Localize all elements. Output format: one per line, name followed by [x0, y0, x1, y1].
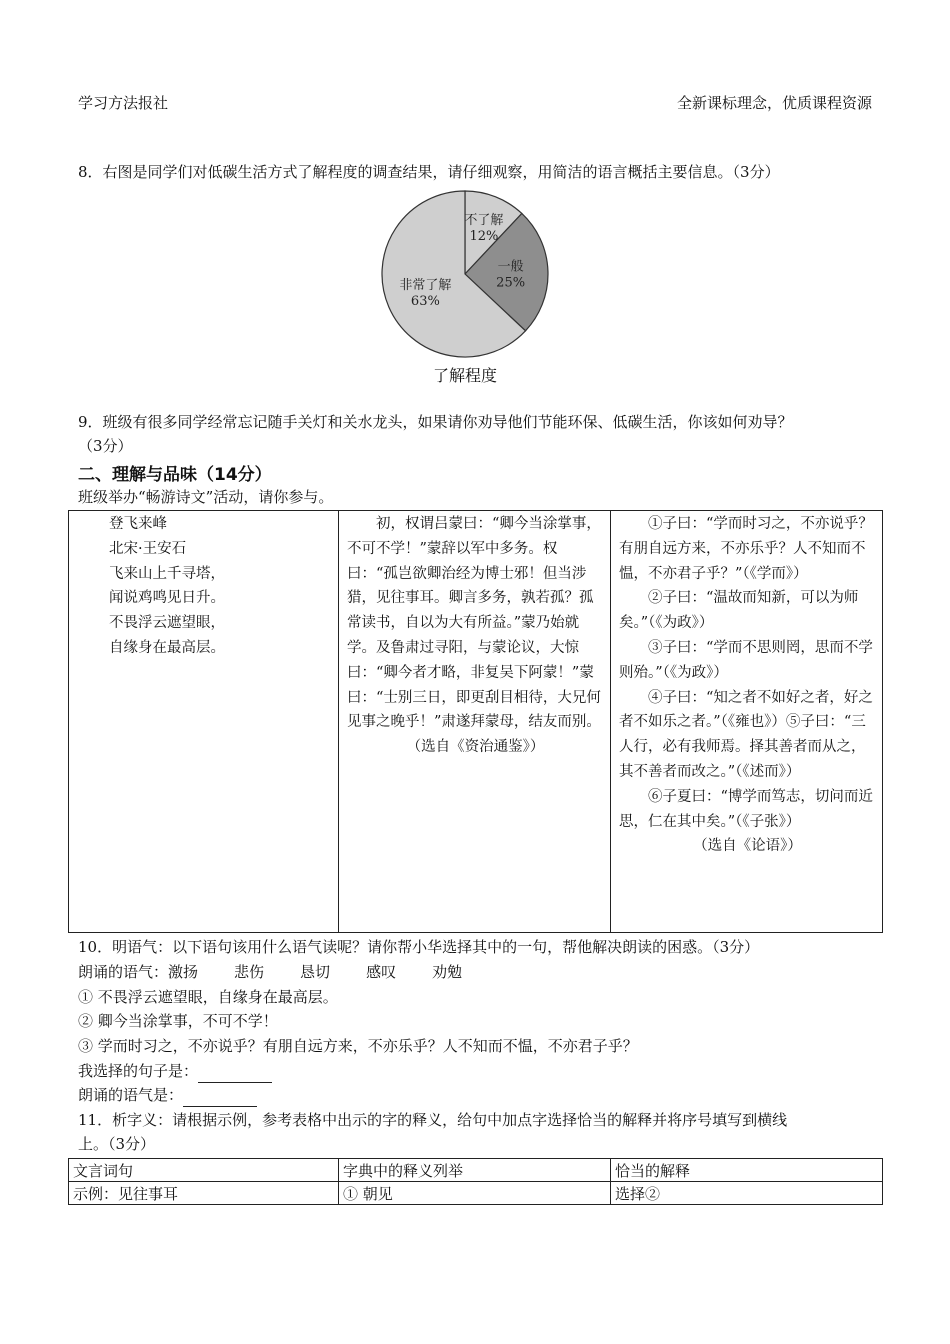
pie-label: 不了解: [464, 213, 504, 229]
analects-1: ①子曰：“学而时习之，不亦说乎？有朋自远方来，不亦乐乎？人不知而不愠，不亦君子乎？”（《学而》）: [619, 516, 873, 582]
tone-blank[interactable]: [183, 1090, 257, 1107]
question-9-line2: （3分）: [78, 437, 133, 455]
pie-label: 一般: [497, 259, 524, 275]
pie-value-label: 12%: [469, 229, 499, 245]
question-10-title: 10．明语气：以下语句该用什么语气读呢？请你帮小华选择其中的一句，帮他解决朗读的困惑。（3分）: [78, 938, 760, 956]
tone-line: [78, 1083, 257, 1107]
poem-title: 登飞来峰: [109, 516, 167, 532]
analects-4-5: ④子曰：“知之者不如好之者，好之者不如乐之者。”（《雍也》）⑤子曰：“三人行，必有我师焉。择其善者而从之，其不善者而改之。”（《述而》）: [619, 689, 873, 780]
choice-blank[interactable]: [198, 1066, 272, 1083]
chart-title: 了解程度: [432, 366, 498, 385]
section-intro: 班级举办“畅游诗文”活动，请你参与。: [78, 488, 334, 506]
prose-source: （选自《资治通鉴》）: [406, 739, 545, 756]
example-definition: ① 朝见: [339, 1182, 611, 1205]
sentence-3: ③ 学而时习之，不亦说乎？有朋自远方来，不亦乐乎？人不知而不愠，不亦君子乎？: [78, 1037, 638, 1055]
question-11-line2: 上。（3分）: [78, 1135, 156, 1153]
tone-option: 劝勉: [432, 963, 463, 981]
tones-label: 朗诵的语气：: [78, 963, 169, 981]
analects-cell: [611, 511, 883, 933]
analects-3: ③子曰：“学而不思则罔，思而不学则殆。”（《为政》）: [619, 639, 873, 681]
header-publisher: 学习方法报社: [78, 94, 169, 112]
poem-cell: [69, 511, 339, 933]
question-11-line1: 11．析字义：请根据示例，参考表格中出示的字的释义，给句中加点字选择恰当的解释并将序号填写到横线: [78, 1111, 788, 1129]
poem-line: 不畏浮云遮望眼，: [109, 615, 225, 632]
poem-author: 北宋·王安石: [109, 540, 187, 557]
sentence-2: ② 卿今当涂掌事，不可不学！: [78, 1012, 278, 1030]
pie-chart: [372, 188, 558, 394]
prose-cell: [339, 511, 611, 933]
tone-option: 恳切: [300, 963, 331, 981]
tone-option: 悲伤: [234, 963, 265, 981]
example-phrase: 示例：见往事耳: [69, 1182, 339, 1205]
example-answer: 选择②: [611, 1182, 883, 1205]
question-8: 8．右图是同学们对低碳生活方式了解程度的调查结果，请仔细观察，用简洁的语言概括主要信息。（3分）: [78, 163, 780, 181]
choice-label: 我选择的句子是：: [78, 1062, 199, 1080]
tone-option: 感叹: [366, 963, 397, 981]
choice-line: [78, 1059, 272, 1083]
poem-line: 闻说鸡鸣见日升。: [109, 590, 225, 607]
sentence-1: ① 不畏浮云遮望眼，自缘身在最高层。: [78, 988, 338, 1006]
pie-value-label: 63%: [410, 294, 440, 310]
tone-option: 激扬: [168, 963, 199, 981]
header-slogan: 全新课标理念，优质课程资源: [676, 94, 872, 112]
poem-line: 飞来山上千寻塔，: [109, 565, 225, 582]
question-9-line1: 9．班级有很多同学经常忘记随手关灯和关水龙头，如果请你劝导他们节能环保、低碳生活，你该如何劝导？: [78, 413, 793, 431]
pie-value-label: 25%: [496, 275, 526, 291]
tone-options: [78, 960, 462, 984]
table-header: 字典中的释义列举: [339, 1159, 611, 1182]
reading-table: [68, 510, 883, 933]
table-header: 恰当的解释: [611, 1159, 883, 1182]
pie-label: 非常了解: [399, 278, 452, 294]
tone-answer-label: 朗诵的语气是：: [78, 1086, 184, 1104]
table-header: 文言词句: [69, 1159, 339, 1182]
analects-source: （选自《论语》）: [693, 838, 802, 855]
section-title: 二、理解与品味（14分）: [78, 465, 272, 485]
definition-table: [68, 1158, 883, 1205]
analects-6: ⑥子夏曰：“博学而笃志，切问而近思，仁在其中矣。”（《子张》）: [619, 788, 873, 830]
prose-text: 初，权谓吕蒙曰：“卿今当涂掌事，不可不学！”蒙辞以军中多务。权曰：“孤岂欲卿治经为博士邪！但当涉猎，见往事耳。卿言多务，孰若孤？孤常读书，自以为大有所益。”蒙乃始就学。及鲁肃过寻阳，与蒙论议，大惊曰：“卿今者才略，非复吴下阿蒙！”蒙曰：“士别三日，即更刮目相待，大兄何见事之晚乎！”肃遂拜蒙母，结友而别。: [347, 516, 601, 731]
analects-2: ②子曰：“温故而知新，可以为师矣。”（《为政》）: [619, 590, 859, 632]
poem-line: 自缘身在最高层。: [109, 639, 225, 656]
